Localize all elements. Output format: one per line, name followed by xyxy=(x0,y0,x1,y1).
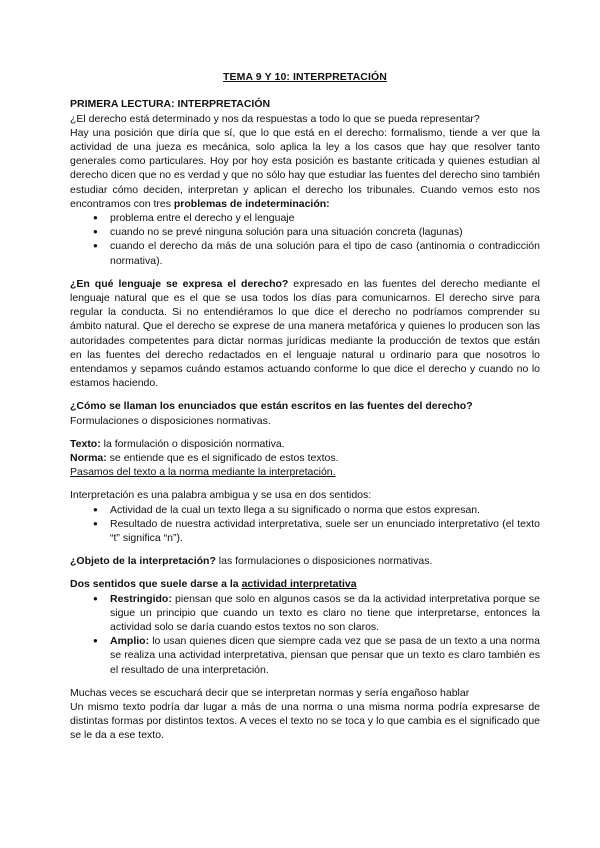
norma-text: se entiende que es el significado de estos textos. xyxy=(106,451,339,464)
amplio-label: Amplio: xyxy=(110,635,150,648)
intro-paragraph xyxy=(70,126,540,211)
texto-label: Texto: xyxy=(70,437,101,450)
amplio-text: lo usan quienes dicen que siempre cada vez que se pasa de un texto a una norma se realiza una actividad interpretativa, piensan que pensar que un texto es claro también es el resultado de una interpretación. xyxy=(110,635,540,676)
objeto-answer: las formulaciones o disposiciones normativas. xyxy=(215,555,433,568)
list-item xyxy=(110,634,540,677)
restringido-text: piensan que solo en algunos casos se da la actividad interpretativa porque se sigue un principio que cuando un texto es claro no tiene que interpretarse, entonces la actividad solo se daría cuando estos textos no son claros. xyxy=(110,592,540,633)
texto-definition xyxy=(70,437,540,451)
enunciados-question-text: ¿Cómo se llaman los enunciados que están escritos en las fuentes del derecho? xyxy=(70,400,473,413)
section-heading: PRIMERA LECTURA: INTERPRETACIÓN xyxy=(70,98,271,110)
restringido-label: Restringido: xyxy=(110,592,172,605)
list-item: ● problema entre el derecho y el lenguaje xyxy=(110,211,540,225)
list-item xyxy=(110,592,540,635)
interpretacion-list xyxy=(70,503,540,546)
list-item: ● Resultado de nuestra actividad interpretativa, suele ser un enunciado interpretativo (el texto “t” significa “n”). xyxy=(110,517,540,545)
norma-definition xyxy=(70,451,540,465)
sentidos-heading-text: Dos sentidos que suele darse a la xyxy=(70,578,242,591)
problems-list xyxy=(70,211,540,268)
list-item: ● cuando el derecho da más de una solución para el tipo de caso (antinomia o contradicción normativa). xyxy=(110,239,540,267)
texto-text: la formulación o disposición normativa. xyxy=(100,437,285,450)
norma-label: Norma: xyxy=(70,451,107,464)
pasamos-line xyxy=(70,465,540,479)
enunciados-answer: Formulaciones o disposiciones normativas. xyxy=(70,414,271,427)
objeto-line xyxy=(70,554,540,568)
lenguaje-paragraph xyxy=(70,277,540,391)
pasamos-text: Pasamos del texto a la norma mediante la interpretación. xyxy=(70,466,336,479)
intro-paragraph-text: Hay una posición que diría que sí, que lo que está en el derecho: formalismo, tiende a ver que la actividad de una jueza es mecánica, solo aplica la ley a los casos que hay que resolver tanto generales como particulares. Hoy por hoy esta posición es bastante criticada y quienes estudian al derecho dicen que no es verdad y que no sólo hay que estudiar las fuentes del derecho sino también estudiar cómo deciden, interpretan y aplican el derecho los tribunales. Cuando vemos esto nos encontramos con tres xyxy=(70,126,540,210)
intro-question-text: ¿El derecho está determinado y nos da respuestas a todo lo que se pueda representar? xyxy=(70,112,480,125)
objeto-question: ¿Objeto de la interpretación? xyxy=(70,555,216,568)
interpretacion-intro: Interpretación es una palabra ambigua y se usa en dos sentidos: xyxy=(70,489,372,502)
page-title: TEMA 9 Y 10: INTERPRETACIÓN xyxy=(223,71,387,83)
lenguaje-question: ¿En qué lenguaje se expresa el derecho? xyxy=(70,277,289,290)
sentidos-heading xyxy=(70,577,540,591)
list-item: ● Actividad de la cual un texto llega a su significado o norma que estos expresan. xyxy=(110,503,540,517)
sentidos-list xyxy=(70,592,540,677)
enunciados-question xyxy=(70,399,540,413)
closing-line: Muchas veces se escuchará decir que se interpretan normas y sería engañoso hablar xyxy=(70,686,470,699)
sentidos-heading-underlined: actividad interpretativa xyxy=(241,578,357,591)
intro-paragraph-bold: problemas de indeterminación: xyxy=(173,197,330,210)
list-item: ● cuando no se prevé ninguna solución para una situación concreta (lagunas) xyxy=(110,225,540,239)
lenguaje-text: expresado en las fuentes del derecho mediante el lenguaje natural que es el que se usa todos los días para comunicarnos. El derecho sirve para regular la conducta. Si no entendiéramos lo que dice el derecho no podríamos comprender su ámbito natural. Que el derecho se exprese de una manera metafórica y quienes lo producen son las autoridades competentes para dictar normas jurídicas mediante la producción de textos que están en las fuentes del derecho redactados en el lenguaje natural u ordinario para que nosotros lo entendamos y sepamos cuándo estamos actuando conforme lo que dice el derecho y cuando no lo estamos haciendo. xyxy=(70,277,540,390)
closing-paragraph: Un mismo texto podría dar lugar a más de una norma o una misma norma podría expresarse de distintas formas por distintos textos. A veces el texto no se toca y lo que cambia es el significado que se le da a ese texto. xyxy=(70,701,540,742)
intro-question xyxy=(70,112,540,126)
